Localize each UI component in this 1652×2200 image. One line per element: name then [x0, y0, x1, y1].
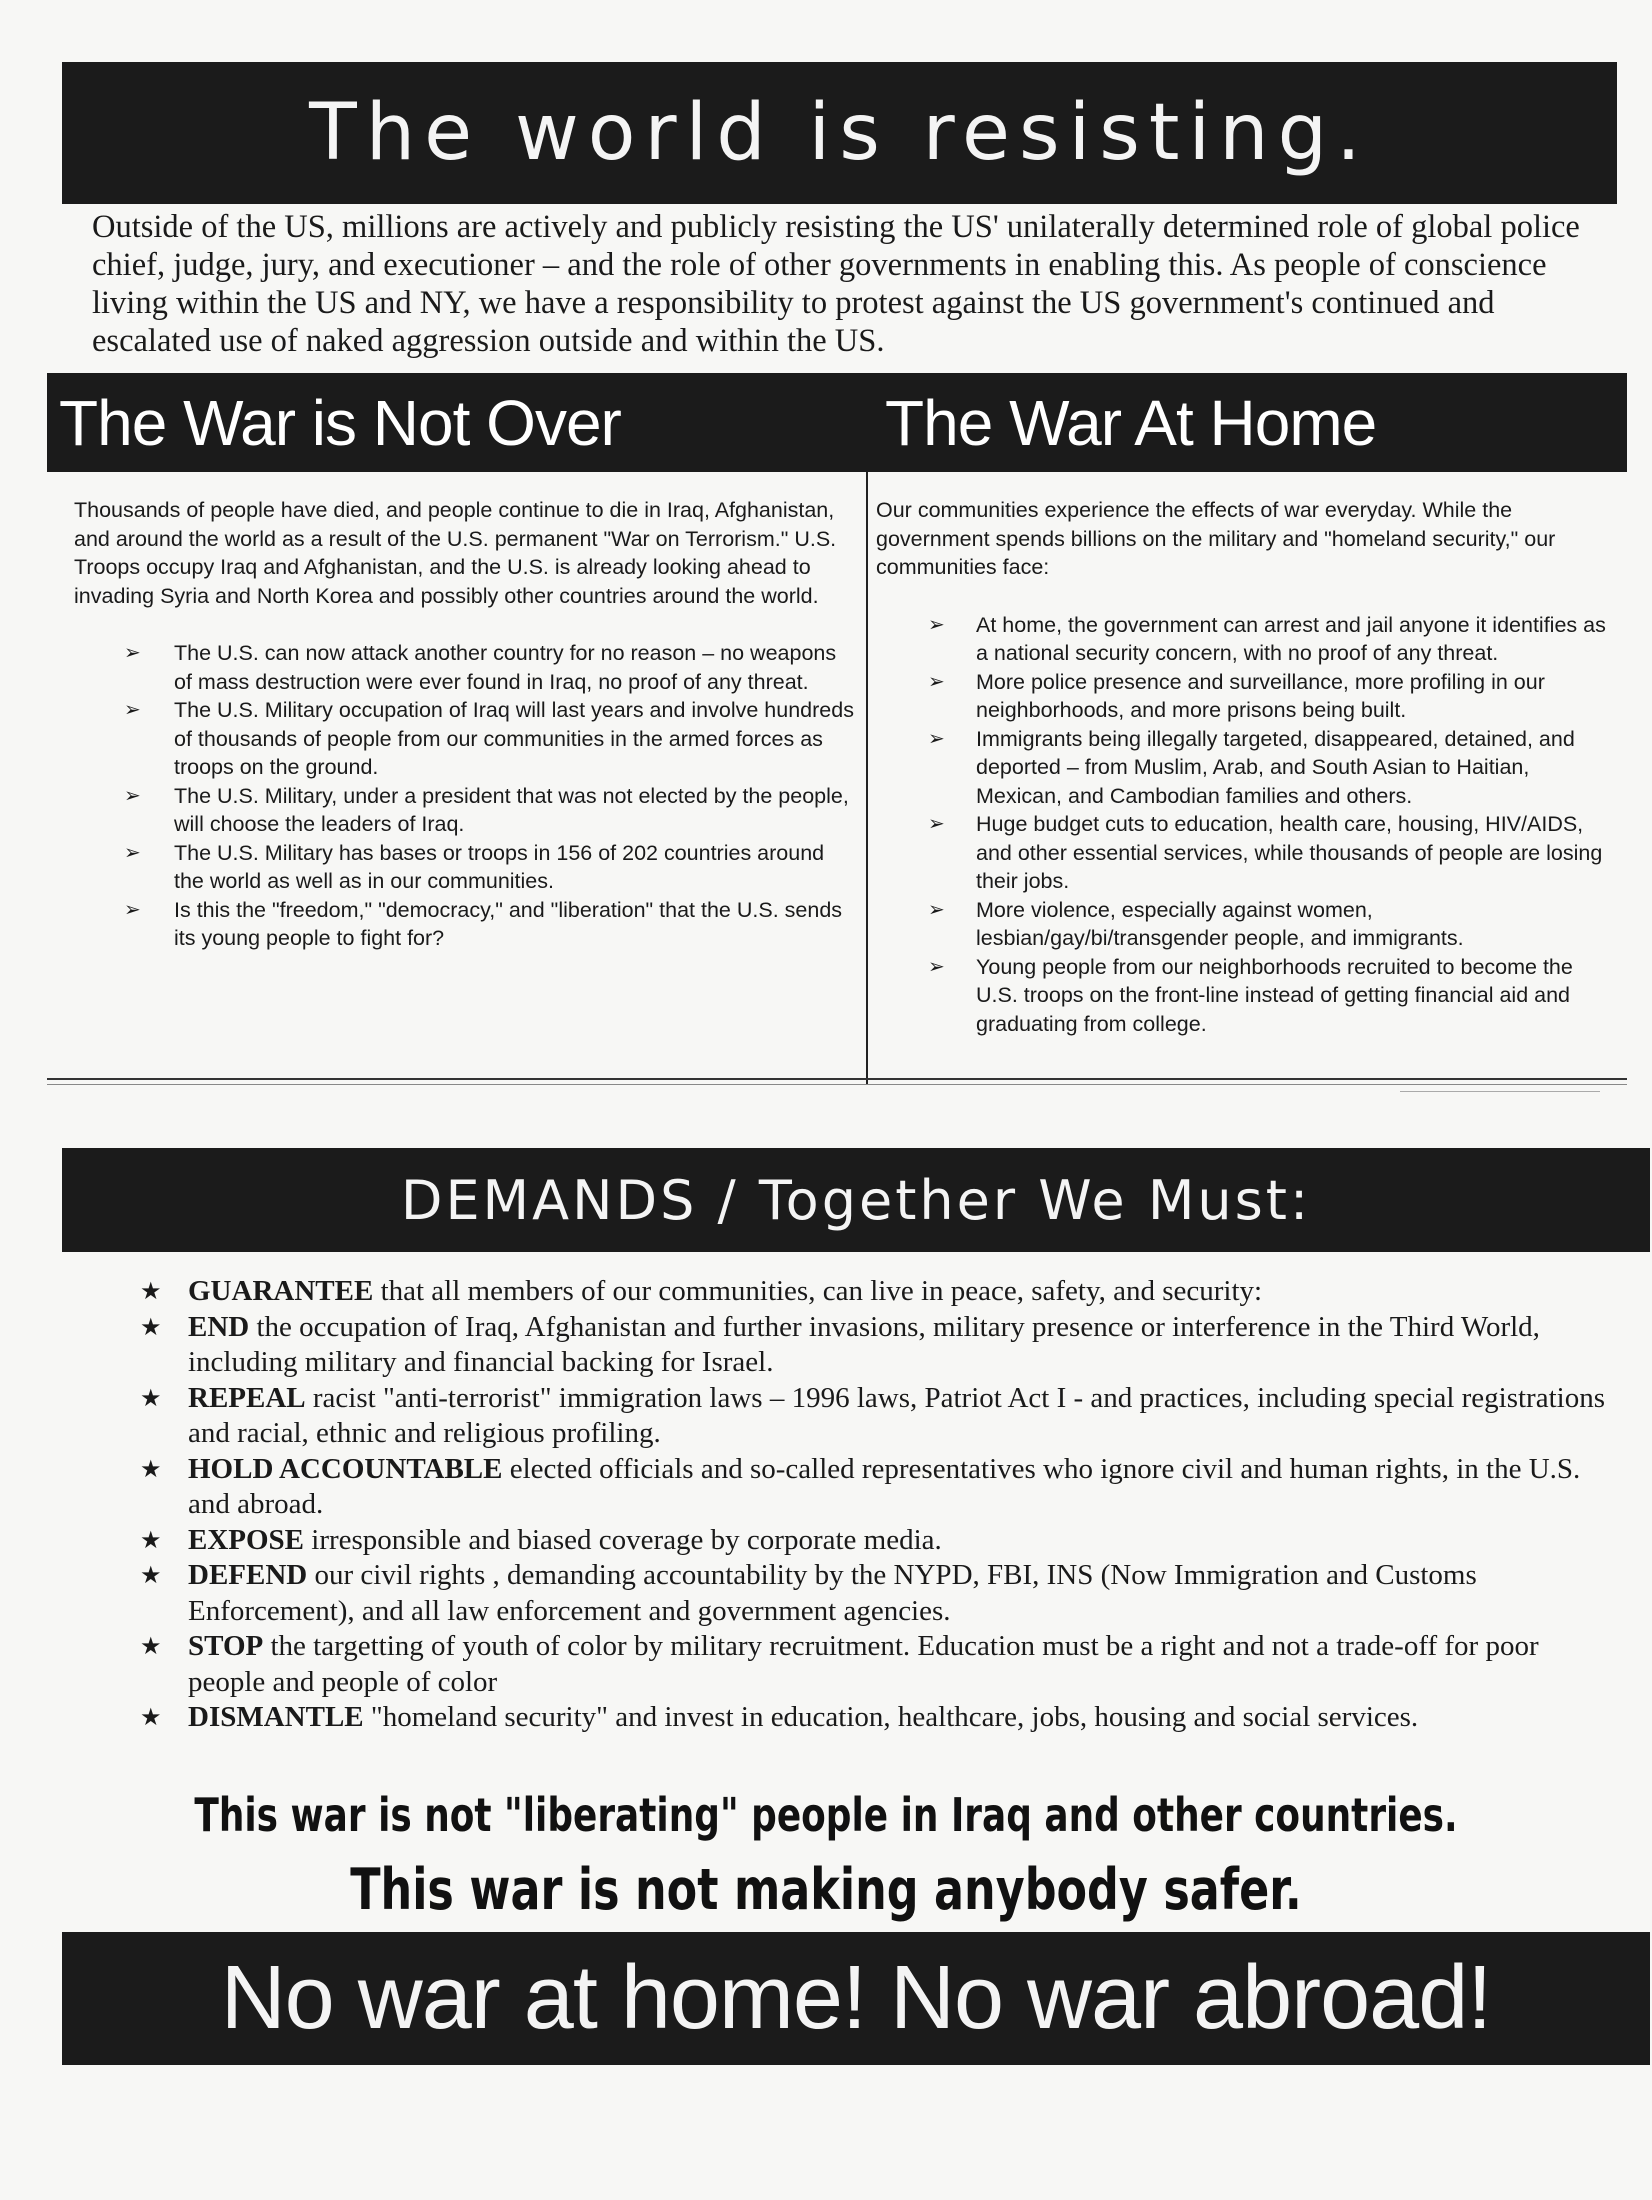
arrow-bullet-icon: ➢ — [124, 699, 141, 721]
right-column-intro: Our communities experience the effects of war everyday. While the government spends billions on the military and "homeland security," our communities face: — [876, 498, 1556, 579]
demand-text: the targetting of youth of color by military recruitment. Education must be a right and not a trade-off for poor people and people of color — [188, 1630, 1539, 1698]
left-column-heading: The War is Not Over — [59, 386, 621, 459]
demand-keyword: STOP — [188, 1630, 264, 1662]
star-icon: ★ — [140, 1312, 162, 1341]
demand-item — [140, 1310, 1620, 1381]
title-banner — [62, 62, 1617, 204]
arrow-bullet-icon: ➢ — [124, 898, 141, 921]
demand-item — [140, 1700, 1620, 1736]
section-divider — [47, 1084, 1627, 1085]
list-item-text: Huge budget cuts to education, health care, housing, HIV/AIDS, and other essential services, while thousands of people are losing their jobs. — [976, 812, 1603, 893]
demand-text: elected officials and so-called representatives who ignore civil and human rights, in the U.S. and abroad. — [188, 1452, 1581, 1520]
demand-keyword: GUARANTEE — [188, 1275, 374, 1307]
right-column — [876, 496, 1616, 1038]
demand-keyword: REPEAL — [188, 1381, 306, 1414]
star-icon: ★ — [140, 1632, 162, 1660]
demand-text: our civil rights , demanding accountability by the NYPD, FBI, INS (Now Immigration and Customs Enforcement), and all law enforcement and government agencies. — [188, 1559, 1477, 1627]
section-divider — [1400, 1091, 1600, 1092]
list-item-text: At home, the government can arrest and jail anyone it identifies as a national security concern, with no proof of any threat. — [976, 612, 1606, 665]
column-divider — [866, 472, 868, 1084]
arrow-bullet-icon: ➢ — [124, 784, 141, 807]
list-item-text: The U.S. Military has bases or troops in 156 of 202 countries around the world as well as in our communities. — [174, 840, 825, 893]
demand-keyword: END — [188, 1310, 250, 1343]
list-item — [876, 611, 1616, 668]
list-item — [876, 953, 1616, 1039]
arrow-bullet-icon: ➢ — [124, 841, 141, 864]
list-item — [74, 696, 854, 782]
demand-text: the occupation of Iraq, Afghanistan and further invasions, military presence or interference in the Third World, including military and financial backing for Israel. — [188, 1310, 1540, 1378]
demand-text: irresponsible and biased coverage by corporate media. — [304, 1523, 942, 1556]
intro-paragraph: Outside of the US, millions are actively and publicly resisting the US' unilaterally determined role of global police chief, judge, jury, and executioner – and the role of other governments in enabling this. As people of conscience living within the US and NY, we have a responsibility to protest against the US government's continued and escalated use of naked aggression outside and within the US. — [92, 209, 1580, 359]
left-bullet-list — [74, 639, 854, 953]
list-item — [876, 896, 1616, 953]
demand-item — [140, 1274, 1620, 1310]
list-item-text: The U.S. can now attack another country for no reason – no weapons of mass destruction were ever found in Iraq, no proof of any threat. — [174, 641, 837, 694]
slogan-safer: This war is not making anybody safer. — [350, 1857, 1302, 1923]
arrow-bullet-icon: ➢ — [928, 955, 945, 978]
list-item-text: More police presence and surveillance, more profiling in our neighborhoods, and more prisons being built. — [976, 669, 1545, 722]
arrow-bullet-icon: ➢ — [928, 613, 945, 636]
demand-item — [140, 1629, 1620, 1700]
star-icon: ★ — [140, 1454, 162, 1483]
list-item-text: The U.S. Military, under a president that was not elected by the people, will choose the leaders of Iraq. — [174, 783, 849, 836]
demands-banner — [62, 1148, 1650, 1252]
slogan-liberating: This war is not "liberating" people in Iraq and other countries. — [194, 1788, 1458, 1842]
arrow-bullet-icon: ➢ — [124, 642, 141, 664]
left-column — [74, 496, 854, 953]
demand-item — [140, 1452, 1620, 1523]
star-icon: ★ — [140, 1525, 162, 1554]
demand-item — [140, 1558, 1620, 1629]
column-headers — [47, 373, 1627, 472]
star-icon: ★ — [140, 1383, 162, 1412]
list-item — [876, 668, 1616, 725]
list-item — [74, 782, 854, 839]
list-item-text: Is this the "freedom," "democracy," and "liberation" that the U.S. sends its young people to fight for? — [174, 897, 843, 950]
list-item-text: Young people from our neighborhoods recruited to become the U.S. troops on the front-line instead of getting financial aid and graduating from college. — [976, 954, 1573, 1036]
title-text: The world is resisting. — [309, 88, 1370, 178]
star-icon: ★ — [140, 1277, 162, 1305]
bottom-banner-text: No war at home! No war abroad! — [220, 1948, 1492, 2048]
list-item-text: More violence, especially against women, lesbian/gay/bi/transgender people, and immigrants. — [976, 897, 1464, 950]
demands-list — [140, 1274, 1620, 1736]
arrow-bullet-icon: ➢ — [928, 670, 945, 693]
list-item — [876, 810, 1616, 896]
list-item — [74, 896, 854, 953]
demand-text: racist "anti-terrorist" immigration laws – 1996 laws, Patriot Act I - and practices, including special registrations and racial, ethnic and religious profiling. — [188, 1381, 1605, 1449]
demand-text: "homeland security" and invest in education, healthcare, jobs, housing and social services. — [363, 1701, 1419, 1733]
right-column-heading: The War At Home — [885, 386, 1377, 459]
arrow-bullet-icon: ➢ — [928, 898, 945, 921]
demand-item — [140, 1381, 1620, 1452]
demand-keyword: HOLD ACCOUNTABLE — [188, 1452, 503, 1485]
list-item — [876, 725, 1616, 811]
star-icon: ★ — [140, 1703, 162, 1731]
arrow-bullet-icon: ➢ — [928, 813, 945, 835]
demand-keyword: EXPOSE — [188, 1523, 305, 1556]
section-divider — [47, 1078, 1627, 1080]
bottom-banner — [62, 1932, 1650, 2065]
list-item — [74, 639, 854, 696]
list-item-text: Immigrants being illegally targeted, disappeared, detained, and deported – from Muslim, Arab, and South Asian to Haitian, Mexican, and Cambodian families and others. — [976, 726, 1575, 808]
left-column-intro: Thousands of people have died, and people continue to die in Iraq, Afghanistan, and around the world as a result of the U.S. permanent "War on Terrorism." U.S. Troops occupy Iraq and Afghanistan, and the U.S. is already looking ahead to invading Syria and North Korea and possibly other countries around the world. — [74, 498, 837, 608]
arrow-bullet-icon: ➢ — [928, 727, 945, 750]
demand-keyword: DISMANTLE — [188, 1701, 364, 1733]
demand-keyword: DEFEND — [188, 1559, 308, 1591]
list-item — [74, 839, 854, 896]
list-item-text: The U.S. Military occupation of Iraq will last years and involve hundreds of thousands of people from our communities in the armed forces as troops on the ground. — [174, 698, 854, 779]
demands-heading: DEMANDS / Together We Must: — [400, 1168, 1312, 1232]
star-icon: ★ — [140, 1561, 162, 1589]
right-bullet-list — [876, 611, 1616, 1039]
demand-item — [140, 1523, 1620, 1559]
demand-text: that all members of our communities, can live in peace, safety, and security: — [373, 1275, 1263, 1307]
